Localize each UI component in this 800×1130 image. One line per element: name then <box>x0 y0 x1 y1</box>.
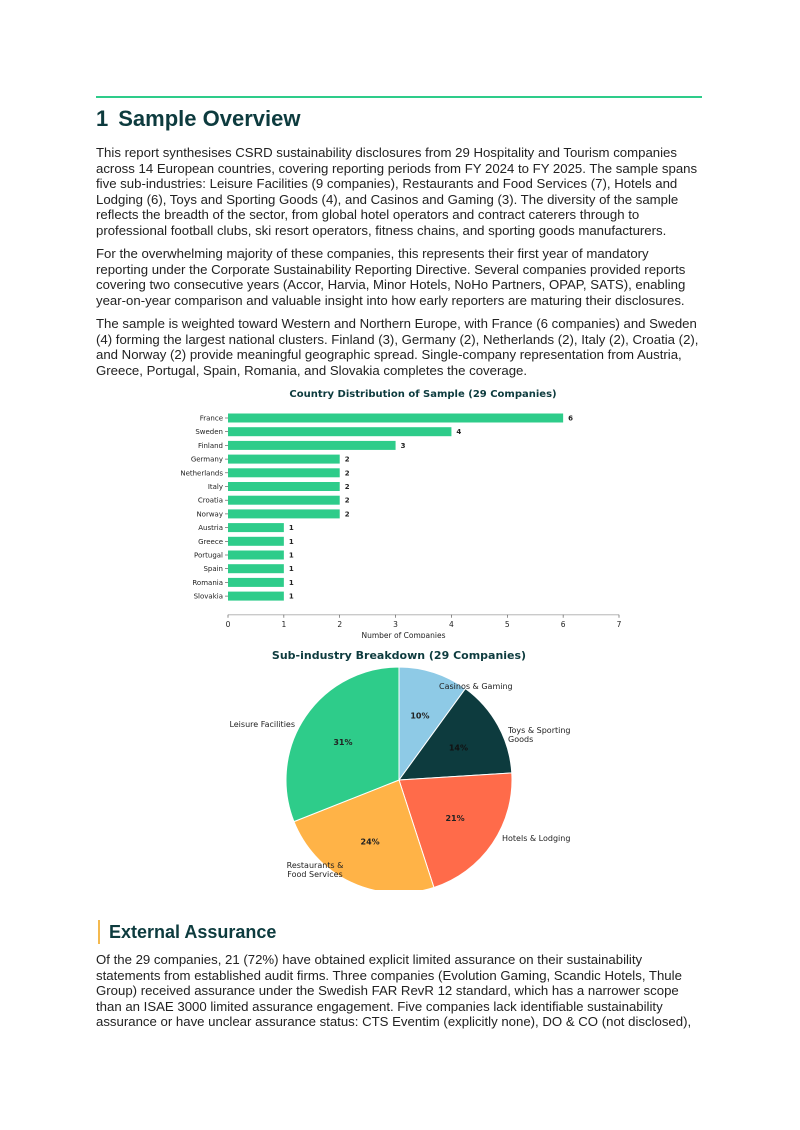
bar-croatia <box>228 496 340 505</box>
y-tick-label-sweden: Sweden <box>195 428 223 437</box>
y-tick-label-portugal: Portugal <box>194 551 223 560</box>
y-tick-label-italy: Italy <box>207 483 223 491</box>
subindustry-pie-chart-svg <box>0 645 800 890</box>
y-tick-label-france: France <box>199 414 223 423</box>
y-tick-label-croatia: Croatia <box>197 496 223 505</box>
pie-label-leisure-facilities: Leisure Facilities <box>229 720 295 729</box>
bar-sweden <box>228 427 451 436</box>
bar-spain <box>228 564 284 573</box>
x-tick-label: 1 <box>281 619 287 629</box>
x-tick-label: 3 <box>393 619 398 629</box>
country-bar-chart-svg <box>0 383 800 638</box>
assurance-paragraph: Of the 29 companies, 21 (72%) have obtained explicit limited assurance on their sustainability statements from established audit firms. Three companies (Evolution Gaming, Scandic Hotels, Thule Group) received assurance under the Swedish FAR RevR 12 standard, which has a narrower scope than an ISAE 3000 limited assurance engagement. Five companies lack identifiable sustainability assurance or have unclear assurance status: CTS Eventim (explicitly none), DO & CO (not disclosed), <box>96 952 692 1030</box>
x-tick-label: 4 <box>449 619 454 629</box>
pie-pct-label-casinos-gaming: 10% <box>410 711 430 721</box>
data-label-austria: 1 <box>288 524 294 533</box>
data-label-france: 6 <box>568 414 574 423</box>
geography-paragraph: The sample is weighted toward Western and Northern Europe, with France (6 companies) and Sweden (4) forming the largest national clusters. Finland (3), Germany (2), Netherlands (2), Italy (2), Croatia (2), and Norway (2) provide meaningful geographic spread. Single-company representation from Austria, Greece, Portugal, Spain, Romania, and Slovakia completes the coverage. <box>96 316 699 378</box>
bar-slovakia <box>228 592 284 601</box>
x-tick-label: 7 <box>616 619 622 629</box>
y-tick-label-germany: Germany <box>190 455 223 464</box>
y-tick-label-netherlands: Netherlands <box>180 469 223 478</box>
section-heading <box>96 106 300 132</box>
bar-chart-title: Country Distribution of Sample (29 Companies) <box>289 389 557 400</box>
bar-romania <box>228 578 284 587</box>
pie-pct-label-leisure-facilities: 31% <box>333 737 353 747</box>
data-label-croatia: 2 <box>344 496 350 505</box>
subsection-heading: External Assurance <box>98 920 276 944</box>
data-label-portugal: 1 <box>288 551 294 560</box>
y-tick-label-greece: Greece <box>198 537 223 546</box>
data-label-germany: 2 <box>344 455 350 464</box>
y-tick-label-slovakia: Slovakia <box>193 592 223 601</box>
pie-label-casinos-gaming: Casinos & Gaming <box>439 682 513 691</box>
bar-germany <box>228 455 340 464</box>
y-tick-label-finland: Finland <box>197 441 223 450</box>
data-label-spain: 1 <box>288 565 294 574</box>
pie-pct-label-toys-sporting-goods: 14% <box>448 743 468 753</box>
pie-label-toys-line1: Toys & Sporting <box>508 726 571 735</box>
pie-pct-label-restaurants-food-services: 24% <box>360 837 380 847</box>
bar-finland <box>228 441 396 450</box>
x-axis-label: Number of Companies <box>361 630 446 638</box>
pie-chart-title: Sub-industry Breakdown (29 Companies) <box>271 649 527 662</box>
data-label-norway: 2 <box>344 510 350 519</box>
x-tick-label: 5 <box>504 619 510 629</box>
y-tick-label-spain: Spain <box>203 565 223 574</box>
x-tick-label: 0 <box>225 619 231 629</box>
country-bar-chart <box>0 383 800 638</box>
data-label-sweden: 4 <box>456 428 462 437</box>
y-tick-label-austria: Austria <box>198 524 223 533</box>
bar-italy <box>228 482 340 491</box>
pie-label-restaurants-line1: Restaurants & <box>286 861 344 870</box>
bar-netherlands <box>228 468 340 477</box>
data-label-romania: 1 <box>288 578 294 587</box>
pie-pct-label-hotels-lodging: 21% <box>445 814 465 824</box>
bar-france <box>228 414 563 423</box>
pie-label-restaurants-line2: Food Services <box>287 870 343 879</box>
bar-greece <box>228 537 284 546</box>
data-label-italy: 2 <box>344 483 350 491</box>
mandatory-reporting-paragraph: For the overwhelming majority of these companies, this represents their first year of mandatory reporting under the Corporate Sustainability Reporting Directive. Several companies provided reports covering two consecutive years (Accor, Harvia, Minor Hotels, NoHo Partners, OPAP, SATS), enabling year-on-year comparison and valuable insight into how early reporters are maturing their disclosures. <box>96 246 686 308</box>
y-tick-label-norway: Norway <box>196 510 223 519</box>
y-tick-label-romania: Romania <box>192 578 223 587</box>
data-label-greece: 1 <box>288 537 294 546</box>
x-tick-label: 6 <box>560 619 566 629</box>
intro-paragraph: This report synthesises CSRD sustainability disclosures from 29 Hospitality and Tourism companies across 14 European countries, covering reporting periods from FY 2024 to FY 2025. The sample spans five sub-industries: Leisure Facilities (9 companies), Restaurants and Food Services (7), Hotels and Lodging (6), Toys and Sporting Goods (4), and Casinos and Gaming (3). The diversity of the sample reflects the breadth of the sector, from global hotel operators and contract caterers through to professional football clubs, ski resort operators, fitness chains, and sporting goods manufacturers. <box>96 145 698 238</box>
top-rule <box>96 96 702 98</box>
section-title: Sample Overview <box>118 106 301 131</box>
bar-portugal <box>228 551 284 560</box>
data-label-netherlands: 2 <box>344 469 350 478</box>
data-label-finland: 3 <box>400 441 406 450</box>
x-tick-label: 2 <box>337 619 343 629</box>
bar-norway <box>228 509 340 518</box>
data-label-slovakia: 1 <box>288 592 294 601</box>
pie-label-toys-line2: Goods <box>508 735 534 744</box>
pie-label-hotels-lodging: Hotels & Lodging <box>502 834 571 843</box>
subindustry-pie-chart <box>0 645 800 890</box>
bar-austria <box>228 523 284 532</box>
section-number: 1 <box>96 106 109 131</box>
